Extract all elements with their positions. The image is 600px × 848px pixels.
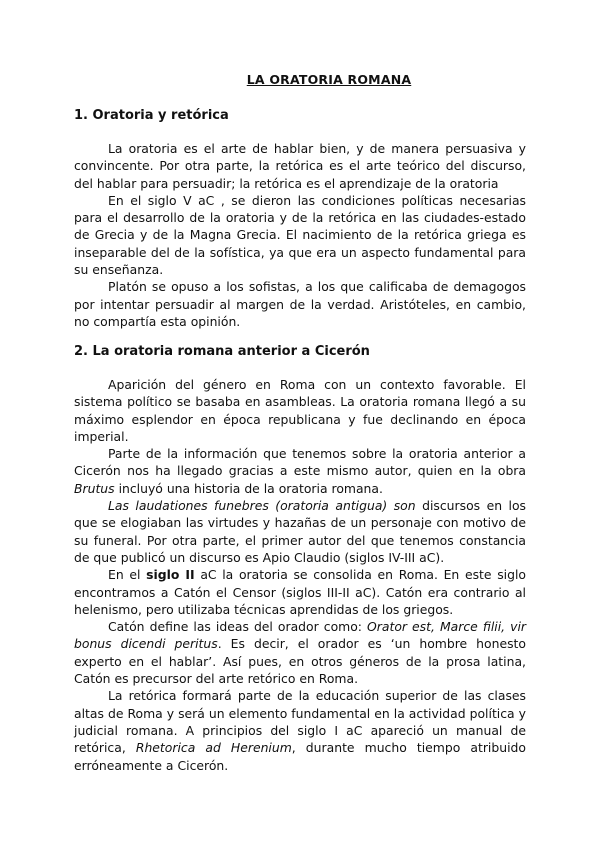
italic-title: Rhetorica ad Herenium bbox=[135, 740, 292, 756]
document-title: LA ORATORIA ROMANA bbox=[246, 72, 412, 87]
paragraph bbox=[74, 687, 526, 773]
text: Parte de la información que tenemos sobre la oratoria anterior a Cicerón nos ha llegado gracias a este mismo autor, quien en la obra bbox=[74, 446, 526, 479]
text: La retórica formará parte de la educación superior de las clases altas de Roma y será un elemento fundamental en la actividad política y judicial romana. A principios del siglo I aC apareció un manual de retórica, bbox=[74, 688, 526, 756]
italic-title: Brutus bbox=[74, 480, 115, 496]
paragraph bbox=[74, 497, 526, 566]
section-1-body bbox=[74, 140, 526, 330]
text: . Es decir, el orador es ‘un hombre honesto experto en el hablar’. Así pues, en otros géneros de la prosa latina, Catón es precursor del arte retórico en Roma. bbox=[74, 636, 526, 687]
bold-text: siglo II bbox=[146, 567, 195, 583]
text: Catón define las ideas del orador como: bbox=[108, 619, 368, 635]
section-2-heading: 2. La oratoria romana anterior a Cicerón bbox=[74, 344, 370, 359]
paragraph bbox=[74, 618, 526, 687]
paragraph bbox=[74, 566, 526, 618]
text: discursos en los que se elogiaban las virtudes y hazañas de un personaje con motivo de su funeral. Por otra parte, el primer autor del que tenemos constancia de que publicó un discurso es Apio Claudio (siglos IV-III aC). bbox=[74, 498, 526, 565]
section-2-body bbox=[74, 376, 526, 774]
paragraph: Platón se opuso a los sofistas, a los que calificaba de demagogos por intentar persuadir al margen de la verdad. Aristóteles, en cambio, no compartía esta opinión. bbox=[74, 279, 526, 329]
latin-quote: Orator est, Marce filii, vir bonus dicendi peritus bbox=[74, 619, 526, 652]
text: aC la oratoria se consolida en Roma. En este siglo encontramos a Catón el Censor (siglos III-II aC). Catón era contrario al helenismo, pero utilizaba técnicas aprendidas de los griegos. bbox=[74, 567, 526, 617]
paragraph: Aparición del género en Roma con un contexto favorable. El sistema político se basaba en asambleas. La oratoria romana llegó a su máximo esplendor en época republicana y fue declinando en época imperial. bbox=[74, 377, 526, 444]
paragraph: En el siglo V aC , se dieron las condiciones políticas necesarias para el desarrollo de la oratoria y de la retórica en las ciudades-estado de Grecia y de la Magna Grecia. El nacimiento de la retórica griega es inseparable del de la sofística, ya que era un aspecto fundamental para su enseñanza. bbox=[74, 192, 526, 278]
text: En el bbox=[108, 567, 147, 583]
paragraph bbox=[74, 445, 526, 497]
paragraph: La oratoria es el arte de hablar bien, y de manera persuasiva y convincente. Por otra parte, la retórica es el arte teórico del discurso, del hablar para persuadir; la retórica es el aprendizaje de la oratoria bbox=[74, 141, 526, 191]
italic-text: Las laudationes funebres (oratoria antigua) son bbox=[108, 498, 416, 514]
text: , durante mucho tiempo atribuido erróneamente a Cicerón. bbox=[74, 740, 526, 773]
text: incluyó una historia de la oratoria romana. bbox=[114, 480, 383, 496]
section-1-heading: 1. Oratoria y retórica bbox=[74, 108, 229, 123]
